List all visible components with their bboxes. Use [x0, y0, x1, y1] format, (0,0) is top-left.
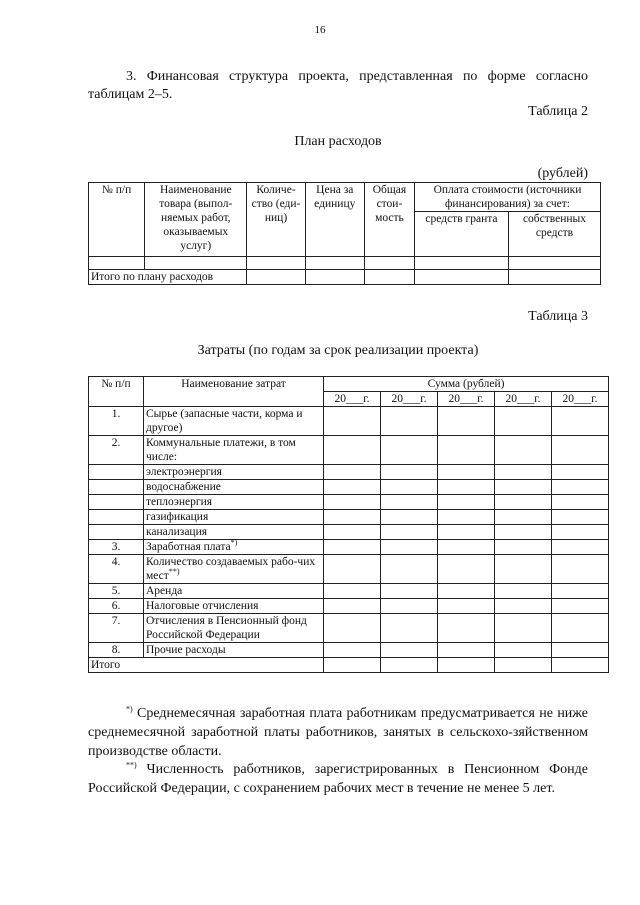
amount-cell: [381, 584, 438, 599]
amount-cell: [324, 465, 381, 480]
t3-total-row: [89, 658, 609, 673]
table-row: [89, 599, 609, 614]
table-row: [89, 540, 609, 555]
cost-name-text: электроэнергия: [146, 466, 222, 478]
amount-cell: [324, 525, 381, 540]
row-number: [89, 525, 144, 540]
amount-cell: [552, 584, 609, 599]
footnote-1-mark: *): [126, 704, 133, 714]
t2-header-payment: Оплата стоимости (источники финансирования) за счет:: [414, 183, 600, 212]
amount-cell: [324, 407, 381, 436]
footnote-2-mark: **): [126, 760, 137, 770]
amount-cell: [381, 436, 438, 465]
t3-header-sum: Сумма (рублей): [324, 377, 609, 392]
t3-year-1: 20___г.: [324, 392, 381, 407]
amount-cell: [381, 540, 438, 555]
amount-cell: [495, 540, 552, 555]
row-number: [89, 465, 144, 480]
cost-name-text: водоснабжение: [146, 481, 221, 493]
table2-units: (рублей): [537, 166, 588, 181]
t2-total-row: [89, 270, 601, 285]
t2-header-own: собственных средств: [508, 212, 600, 257]
table-row: [89, 584, 609, 599]
table-row: [89, 525, 609, 540]
amount-cell: [552, 555, 609, 584]
amount-cell: [438, 643, 495, 658]
table-row: [89, 555, 609, 584]
amount-cell: [324, 510, 381, 525]
cost-name-text: Аренда: [146, 585, 183, 597]
row-number: 8.: [89, 643, 144, 658]
table2-title: План расходов: [294, 134, 382, 149]
t3-year-5: 20___г.: [552, 392, 609, 407]
costs-table: [88, 376, 609, 673]
table-row: [89, 495, 609, 510]
page-number: 16: [314, 24, 326, 36]
amount-cell: [438, 555, 495, 584]
amount-cell: [381, 495, 438, 510]
cost-name-text: Заработная плата: [146, 541, 231, 553]
footnote-2: [88, 760, 588, 798]
footnote-1: [88, 704, 588, 761]
row-number: 3.: [89, 540, 144, 555]
amount-cell: [438, 465, 495, 480]
t3-year-3: 20___г.: [438, 392, 495, 407]
row-cost-name: [144, 643, 324, 658]
cost-name-text: теплоэнергия: [146, 496, 213, 508]
row-cost-name: [144, 495, 324, 510]
amount-cell: [552, 436, 609, 465]
amount-cell: [324, 599, 381, 614]
footnote-2-text: Численность работников, зарегистрированных в Пенсионном Фонде Российской Федерации, с сохранением рабочих мест в течение не менее 5 лет.: [88, 762, 588, 796]
table-row: [89, 436, 609, 465]
amount-cell: [381, 480, 438, 495]
row-number: [89, 510, 144, 525]
row-cost-name: [144, 480, 324, 495]
amount-cell: [324, 584, 381, 599]
amount-cell: [438, 525, 495, 540]
amount-cell: [381, 614, 438, 643]
t2-empty-row: [89, 257, 601, 270]
amount-cell: [552, 599, 609, 614]
table-row: [89, 480, 609, 495]
table-row: [89, 614, 609, 643]
row-cost-name: [144, 614, 324, 643]
amount-cell: [324, 614, 381, 643]
row-number: [89, 480, 144, 495]
amount-cell: [495, 658, 552, 673]
row-cost-name: [144, 436, 324, 465]
amount-cell: [438, 540, 495, 555]
amount-cell: [381, 510, 438, 525]
amount-cell: [495, 465, 552, 480]
row-cost-name: [144, 465, 324, 480]
amount-cell: [381, 525, 438, 540]
amount-cell: [324, 658, 381, 673]
footnote-ref: **): [168, 567, 180, 577]
t3-header-name: Наименование затрат: [144, 377, 324, 407]
amount-cell: [495, 436, 552, 465]
amount-cell: [495, 614, 552, 643]
row-number: 2.: [89, 436, 144, 465]
amount-cell: [438, 584, 495, 599]
amount-cell: [552, 525, 609, 540]
amount-cell: [495, 480, 552, 495]
row-number: 5.: [89, 584, 144, 599]
amount-cell: [552, 480, 609, 495]
row-number: 6.: [89, 599, 144, 614]
t2-header-total: Общая стои-мость: [364, 183, 414, 257]
amount-cell: [495, 510, 552, 525]
cost-name-text: Сырье (запасные части, корма и другое): [146, 408, 303, 434]
amount-cell: [495, 525, 552, 540]
amount-cell: [495, 584, 552, 599]
amount-cell: [324, 643, 381, 658]
footnote-ref: *): [230, 538, 238, 548]
amount-cell: [438, 495, 495, 510]
row-number: 4.: [89, 555, 144, 584]
amount-cell: [381, 407, 438, 436]
amount-cell: [438, 510, 495, 525]
table3-title: Затраты (по годам за срок реализации проекта): [197, 343, 479, 358]
amount-cell: [324, 540, 381, 555]
t3-header-num: № п/п: [89, 377, 144, 407]
amount-cell: [552, 614, 609, 643]
amount-cell: [381, 599, 438, 614]
amount-cell: [324, 495, 381, 510]
amount-cell: [552, 465, 609, 480]
t2-header-price: Цена за единицу: [305, 183, 364, 257]
cost-name-text: Количество создаваемых рабо-чих мест: [146, 556, 316, 582]
amount-cell: [381, 658, 438, 673]
row-cost-name: [144, 407, 324, 436]
amount-cell: [552, 407, 609, 436]
amount-cell: [438, 658, 495, 673]
amount-cell: [438, 436, 495, 465]
amount-cell: [324, 480, 381, 495]
t2-header-num: № п/п: [89, 183, 145, 257]
amount-cell: [438, 480, 495, 495]
amount-cell: [438, 614, 495, 643]
t3-year-4: 20___г.: [495, 392, 552, 407]
amount-cell: [381, 643, 438, 658]
amount-cell: [552, 495, 609, 510]
row-number: [89, 495, 144, 510]
footnote-1-text: Среднемесячная заработная плата работникам предусматривается не ниже среднемесячной заработной платы работников, занятых в сельскохо-зяйственном производстве области.: [88, 706, 588, 759]
intro-paragraph: 3. Финансовая структура проекта, представленная по форме согласно таблицам 2–5.: [88, 69, 588, 102]
amount-cell: [552, 658, 609, 673]
table2-label: Таблица 2: [528, 104, 588, 119]
amount-cell: [495, 495, 552, 510]
row-cost-name: [144, 510, 324, 525]
row-number: 1.: [89, 407, 144, 436]
table-row: [89, 465, 609, 480]
amount-cell: [324, 436, 381, 465]
amount-cell: [552, 540, 609, 555]
amount-cell: [552, 510, 609, 525]
row-number: 7.: [89, 614, 144, 643]
cost-name-text: Отчисления в Пенсионный фонд Российской Федерации: [146, 615, 307, 641]
t3-year-2: 20___г.: [381, 392, 438, 407]
t3-total-label: Итого: [89, 658, 324, 673]
cost-name-text: Прочие расходы: [146, 644, 226, 656]
amount-cell: [438, 407, 495, 436]
amount-cell: [495, 555, 552, 584]
cost-name-text: Налоговые отчисления: [146, 600, 259, 612]
table-row: [89, 643, 609, 658]
row-cost-name: [144, 599, 324, 614]
amount-cell: [495, 643, 552, 658]
amount-cell: [381, 465, 438, 480]
amount-cell: [438, 599, 495, 614]
amount-cell: [381, 555, 438, 584]
table3-label: Таблица 3: [528, 309, 588, 324]
amount-cell: [495, 407, 552, 436]
t2-total-label: Итого по плану расходов: [89, 270, 247, 285]
cost-name-text: канализация: [146, 526, 208, 538]
amount-cell: [495, 599, 552, 614]
t2-header-qty: Количе-ство (еди-ниц): [247, 183, 305, 257]
row-cost-name: [144, 584, 324, 599]
amount-cell: [552, 643, 609, 658]
cost-name-text: Коммунальные платежи, в том числе:: [146, 437, 296, 463]
amount-cell: [324, 555, 381, 584]
t2-header-grant: средств гранта: [414, 212, 508, 257]
table-row: [89, 510, 609, 525]
cost-name-text: газификация: [146, 511, 209, 523]
table-row: [89, 407, 609, 436]
row-cost-name: [144, 555, 324, 584]
row-cost-name: [144, 540, 324, 555]
t2-header-name: Наименование товара (выпол-няемых работ, оказываемых услуг): [145, 183, 247, 257]
expense-plan-table: [88, 182, 601, 285]
